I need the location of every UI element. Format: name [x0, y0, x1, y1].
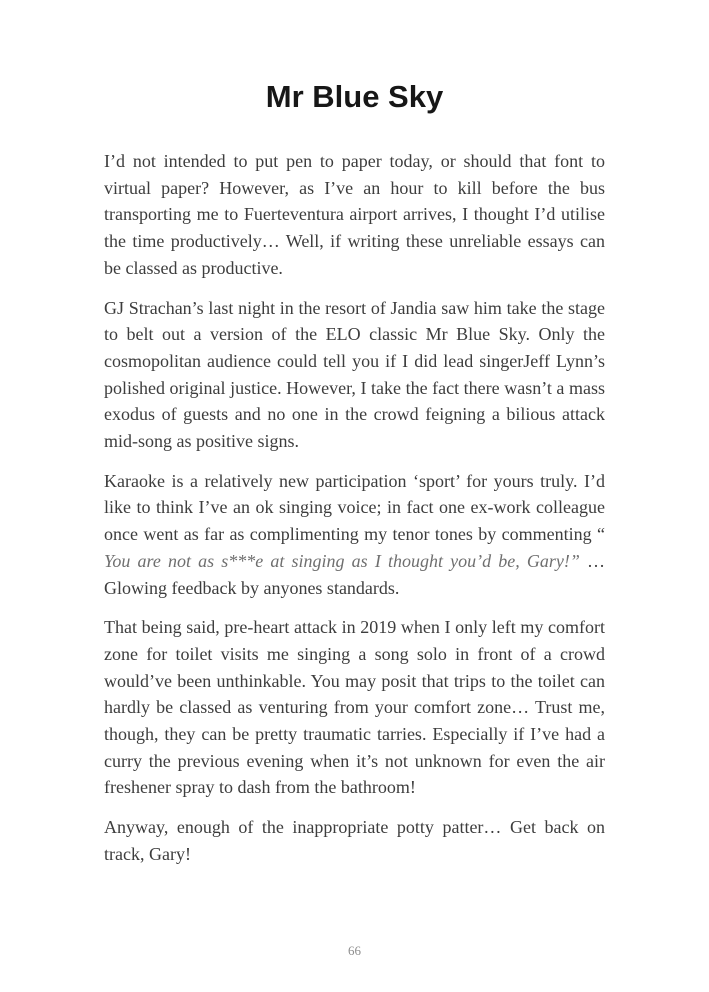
- paragraph-4: That being said, pre-heart attack in 2019 when I only left my comfort zone for toilet visits me singing a song solo in front of a crowd would’ve been unthinkable. You may posit that trips to the toilet can hardly be classed as venturing from your comfort zone… Trust me, though, they can be pretty traumatic tarries. Especially if I’ve had a curry the previous evening when it’s not unknown for even the air freshener spray to dash from the bathroom!: [104, 617, 605, 798]
- page-number: 66: [348, 943, 361, 958]
- paragraph-5: Anyway, enough of the inappropriate potty patter… Get back on track, Gary!: [104, 817, 605, 864]
- quoted-compliment: You are not as s***e at singing as I thought you’d be, Gary!”: [104, 550, 580, 571]
- paragraph-2: GJ Strachan’s last night in the resort of Jandia saw him take the stage to belt out a version of the ELO classic Mr Blue Sky. Only the cosmopolitan audience could tell you if I did lead singerJeff Lynn’s polished original justice. However, I take the fact there wasn’t a mass exodus of guests and no one in the crowd feigning a bilious attack mid-song as positive signs.: [104, 297, 605, 452]
- paragraph-3-lead: Karaoke is a relatively new participation ‘sport’ for yours truly. I’d like to think I’ve an ok singing voice; in fact one ex-work colleague once went as far as complimenting my tenor tones by commenting “: [104, 470, 605, 545]
- page-title: Mr Blue Sky: [265, 79, 444, 114]
- paragraph-3-tail: … Glowing feedback by anyones standards.: [104, 550, 605, 598]
- essay-body: [104, 148, 605, 868]
- paragraph-1: I’d not intended to put pen to paper today, or should that font to virtual paper? However, as I’ve an hour to kill before the bus transporting me to Fuerteventura airport arrives, I thought I’d utilise the time productively… Well, if writing these unreliable essays can be classed as productive.: [104, 151, 605, 278]
- paragraph-3: [104, 468, 605, 602]
